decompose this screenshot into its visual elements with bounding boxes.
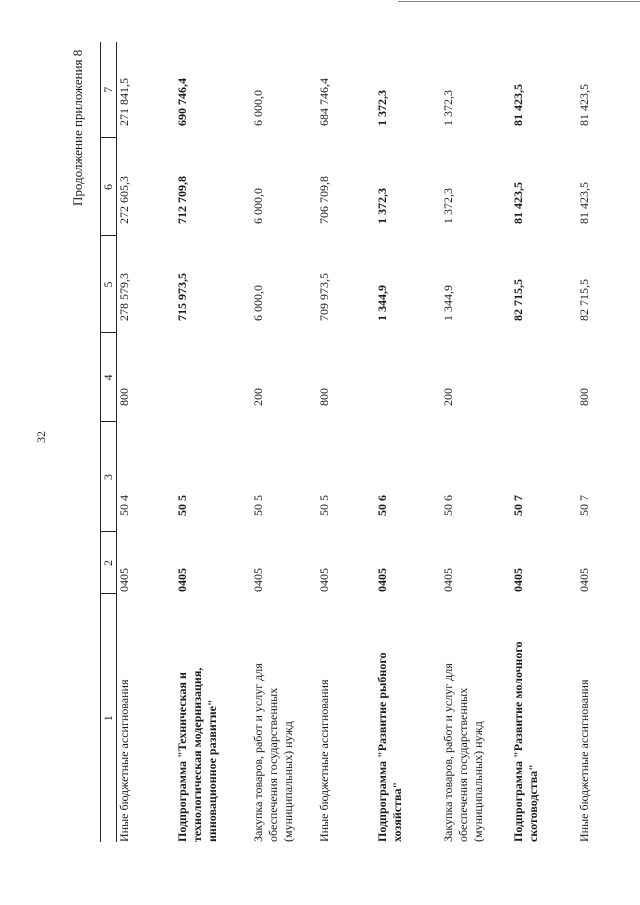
row-name: Закупка товаров, работ и услуг для обеспечения государственных (муниципальных) нужд	[251, 663, 295, 842]
table-row	[577, 42, 635, 842]
row-section-code: 0405	[511, 568, 525, 592]
row-value-year2: 1 372,3	[375, 188, 389, 224]
budget-table-container	[100, 42, 620, 842]
row-program-code: 50 5	[175, 495, 189, 516]
header-col-5: 5	[101, 236, 117, 333]
header-row	[101, 42, 117, 842]
row-value-year1: 278 579,3	[117, 273, 131, 321]
row-value-year1: 1 344,9	[441, 285, 455, 321]
row-expense-type	[175, 333, 251, 422]
header-col-4: 4	[101, 333, 117, 422]
row-value-year1: 82 715,5	[511, 279, 525, 321]
row-name: Закупка товаров, работ и услуг для обеспечения государственных (муниципальных) нужд	[441, 663, 485, 842]
row-value-year3: 1 372,3	[441, 90, 455, 126]
table-row	[317, 42, 375, 842]
table-row	[117, 42, 176, 842]
row-value-year2: 272 605,3	[117, 176, 131, 224]
row-section-code: 0405	[175, 568, 189, 592]
row-value-year2: 706 709,8	[317, 176, 331, 224]
row-expense-type: 200	[441, 388, 455, 406]
row-section-code: 0405	[577, 568, 591, 592]
table-row	[441, 42, 511, 842]
row-expense-type: 800	[117, 388, 131, 406]
table-row	[251, 42, 317, 842]
row-name: Подпрограмма "Развитие молочного скотоводства"	[511, 641, 540, 842]
row-name: Иные бюджетные ассигнования	[117, 679, 131, 842]
row-value-year1: 1 344,9	[375, 285, 389, 321]
row-value-year3: 81 423,5	[577, 84, 591, 126]
row-section-code: 0405	[375, 568, 389, 592]
row-value-year3: 684 746,4	[317, 78, 331, 126]
row-expense-type: 200	[251, 388, 265, 406]
row-section-code: 0405	[251, 568, 265, 592]
row-value-year2: 81 423,5	[511, 182, 525, 224]
header-col-6: 6	[101, 138, 117, 236]
scan-edge-line	[398, 1, 640, 2]
row-expense-type: 800	[317, 388, 331, 406]
row-value-year2: 1 372,3	[441, 188, 455, 224]
row-section-code: 0405	[317, 568, 331, 592]
row-expense-type: 800	[577, 388, 591, 406]
continuation-label: Продолжение приложения 8	[70, 49, 85, 206]
row-program-code: 50 5	[317, 495, 331, 516]
row-value-year1: 709 973,5	[317, 273, 331, 321]
row-value-year1: 715 973,5	[175, 273, 189, 321]
row-value-year1: 6 000,0	[251, 285, 265, 321]
row-program-code: 50 4	[117, 495, 131, 516]
row-value-year3: 1 372,3	[375, 90, 389, 126]
table-row	[375, 42, 441, 842]
row-program-code: 50 6	[441, 495, 455, 516]
row-name: Подпрограмма "Техническая и технологическая модернизация, инновационное развитие"	[175, 667, 219, 842]
row-section-code: 0405	[441, 568, 455, 592]
row-value-year3: 81 423,5	[511, 84, 525, 126]
row-program-code: 50 5	[251, 495, 265, 516]
table-body	[117, 42, 636, 842]
header-col-7: 7	[101, 42, 117, 138]
row-value-year3: 690 746,4	[175, 78, 189, 126]
header-col-1: 1	[101, 594, 117, 842]
row-value-year2: 81 423,5	[577, 182, 591, 224]
page-number: 32	[34, 431, 48, 443]
row-value-year3: 6 000,0	[251, 90, 265, 126]
budget-table	[100, 42, 635, 842]
row-program-code: 50 7	[577, 495, 591, 516]
row-expense-type	[375, 333, 441, 422]
header-col-2: 2	[101, 532, 117, 594]
table-row	[511, 42, 577, 842]
row-name: Иные бюджетные ассигнования	[577, 679, 591, 842]
row-program-code: 50 7	[511, 495, 525, 516]
header-col-3: 3	[101, 422, 117, 532]
table-row	[175, 42, 251, 842]
row-value-year2: 6 000,0	[251, 188, 265, 224]
row-value-year3: 271 841,5	[117, 78, 131, 126]
row-value-year2: 712 709,8	[175, 176, 189, 224]
row-value-year1: 82 715,5	[577, 279, 591, 321]
row-name: Иные бюджетные ассигнования	[317, 679, 331, 842]
row-expense-type	[511, 333, 577, 422]
row-program-code: 50 6	[375, 495, 389, 516]
row-name: Подпрограмма "Развитие рыбного хозяйства"	[375, 652, 404, 842]
row-section-code: 0405	[117, 568, 131, 592]
